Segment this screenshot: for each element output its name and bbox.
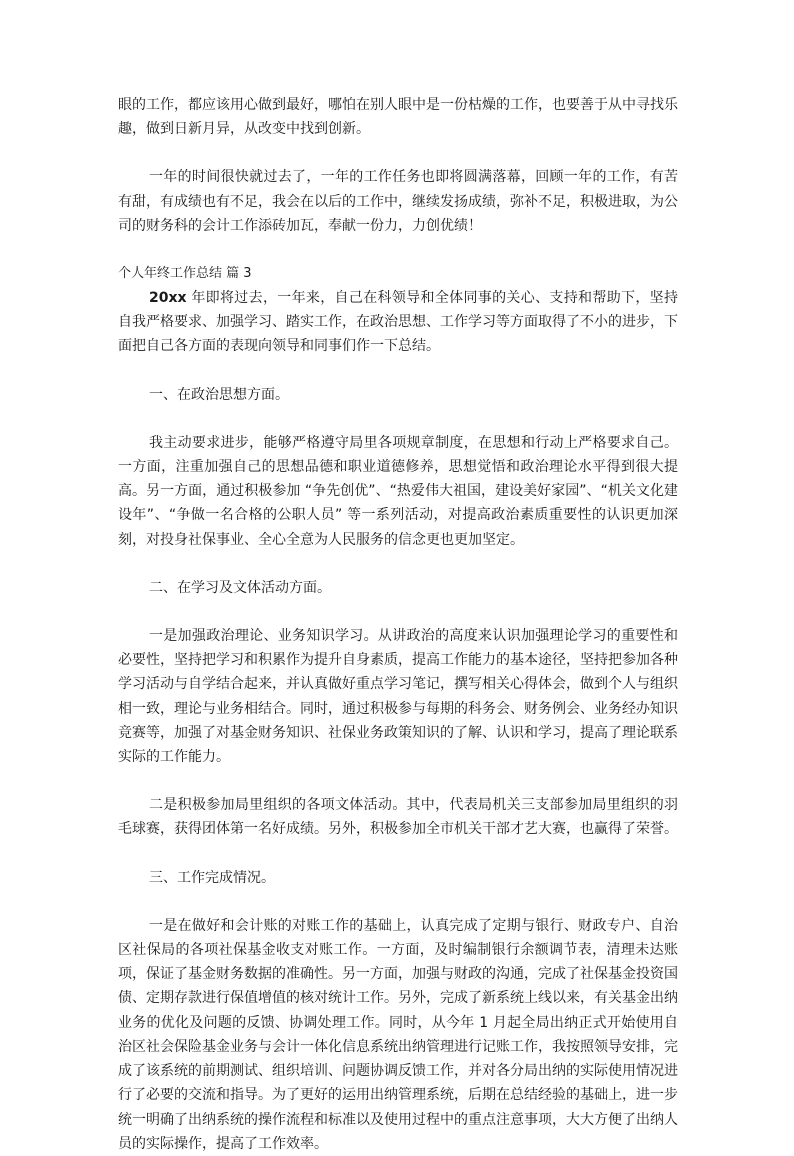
paragraph-intro-end: 眼的工作，都应该用心做到最好，哪怕在别人眼中是一份枯燥的工作，也要善于从中寻找乐趣，做到日新月异，从改变中找到创新。 [118,97,678,138]
heading-work: 三、工作完成情况。 [149,869,275,886]
spacer [118,238,678,262]
paragraph-summary-intro [118,286,678,359]
paragraph-work: 一是在做好和会计账的对账工作的基础上，认真完成了定期与银行、财政专户、自治区社保局的各项社保基金收支对账工作。一方面，及时编制银行余额调节表，清理未达账项，保证了基金财务数据的准确性。另一方面，加强与财政的沟通，完成了社保基金投资国债、定期存款进行保值增值的核对统计工作。另外，完成了新系统上线以来，有关基金出纳业务的优化及问题的反馈、协调处理工作。同时，从今年 1 月起全局出纳正式开始使用自治区社会保险基金业务与会计一体化信息系统出纳管理进行记账工作，我按照领导安排，完成了该系统的前期测试、组织培训、问题协调反馈工作，并对各分局出纳的实际使用情况进行了必要的交流和指导。为了更好的运用出纳管理系统，后期在总结经验的基础上，进一步统一明确了出纳系统的操作流程和标准以及使用过程中的重点注意事项，大大方便了出纳人员的实际操作，提高了工作效率。 [118,917,678,1152]
spacer [118,890,678,914]
heading-study: 二、在学习及文体活动方面。 [149,579,331,596]
paragraph-year-review: 一年的时间很快就过去了，一年的工作任务也即将圆满落幕，回顾一年的工作，有苦有甜，有成绩也有不足，我会在以后的工作中，继续发扬成绩，弥补不足，积极进取，为公司的财务科的会计工作添砖加瓦，奉献一份力，力创优绩！ [118,169,678,234]
spacer [118,600,678,624]
spacer [118,769,678,793]
paragraph-summary-text: 年即将过去，一年来，自己在科领导和全体同事的关心、支持和帮助下，坚持自我严格要求、加强学习、踏实工作，在政治思想、工作学习等方面取得了不小的进步，下面把自己各方面的表现向领导和同事们作一下总结。 [118,290,678,355]
year-label: 20xx [149,290,187,307]
paragraph-study: 一是加强政治理论、业务知识学习。从讲政治的高度来认识加强理论学习的重要性和必要性，坚持把学习和积累作为提升自身素质，提高工作能力的基本途径，坚持把参加各种学习活动与自学结合起来，并认真做好重点学习笔记，撰写相关心得体会，做到个人与组织相一致，理论与业务相结合。同时，通过积极参与每期的科务会、财务例会、业务经办知识竞赛等，加强了对基金财务知识、社保业务政策知识的了解、认识和学习，提高了理论联系实际的工作能力。 [118,628,678,766]
section-title: 个人年终工作总结 篇 3 [118,266,252,282]
heading-political: 一、在政治思想方面。 [149,386,289,403]
spacer [118,407,678,431]
spacer [118,141,678,165]
document-body [118,93,678,1156]
spacer [118,552,678,576]
spacer [118,359,678,383]
spacer [118,842,678,866]
paragraph-activities: 二是积极参加局里组织的各项文体活动。其中，代表局机关三支部参加局里组织的羽毛球赛，获得团体第一名好成绩。另外，积极参加全市机关干部才艺大赛，也赢得了荣誉。 [118,797,678,838]
paragraph-political: 我主动要求进步，能够严格遵守局里各项规章制度，在思想和行动上严格要求自己。一方面，注重加强自己的思想品德和职业道德修养，思想觉悟和政治理论水平得到很大提高。另一方面，通过积极参加 “争先创优”、“热爱伟大祖国，建设美好家园”、“机关文化建设年”、“争做一名合格的公职人员” 等一系列活动，对提高政治素质重要性的认识更加深刻，对投身社保事业、全心全意为人民服务的信念更也更加坚定。 [118,434,678,548]
